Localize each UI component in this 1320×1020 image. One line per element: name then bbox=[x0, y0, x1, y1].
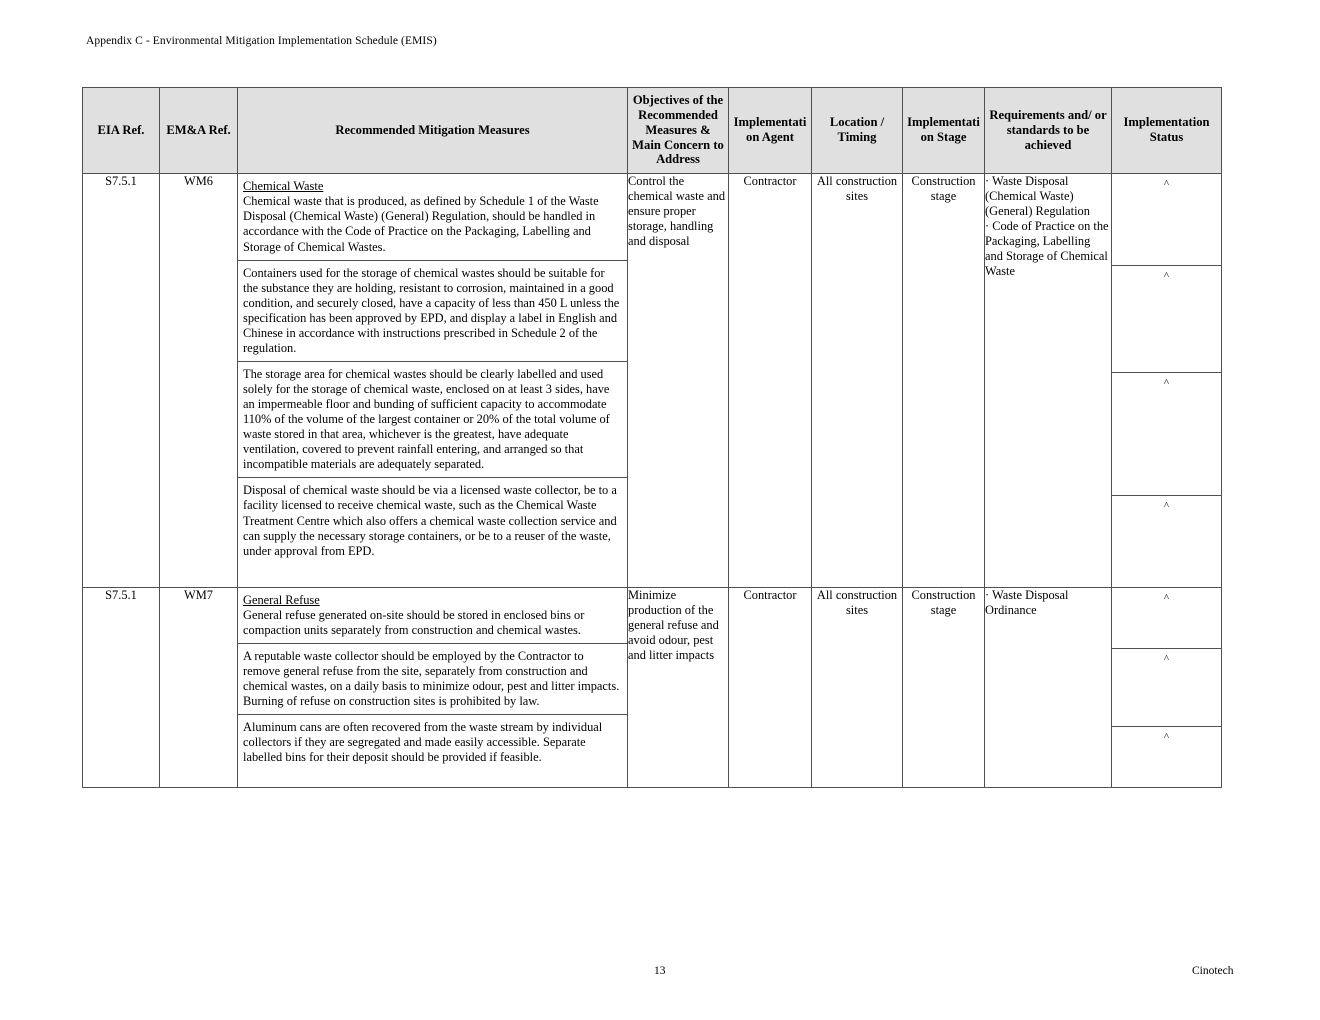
measure-text bbox=[238, 260, 627, 361]
cell-eia-ref: S7.5.1 bbox=[83, 587, 160, 788]
measure-subrow bbox=[238, 588, 627, 644]
measure-text bbox=[238, 174, 627, 260]
emis-table bbox=[82, 87, 1222, 788]
measure-text bbox=[238, 643, 627, 714]
requirement-item: · Code of Practice on the Packaging, Labelling and Storage of Chemical Waste bbox=[985, 219, 1109, 279]
cell-eia-ref: S7.5.1 bbox=[83, 174, 160, 587]
caret-icon: ^ bbox=[1163, 591, 1170, 604]
status-mark[interactable] bbox=[1112, 649, 1221, 726]
cell-objectives: Control the chemical waste and ensure proper storage, handling and disposal bbox=[628, 174, 729, 587]
caret-icon: ^ bbox=[1163, 730, 1170, 743]
status-subrow bbox=[1112, 373, 1221, 495]
status-subrow bbox=[1112, 495, 1221, 586]
caret-icon: ^ bbox=[1163, 499, 1170, 512]
caret-icon: ^ bbox=[1163, 653, 1170, 666]
status-mark[interactable] bbox=[1112, 373, 1221, 495]
measure-body: Disposal of chemical waste should be via a licensed waste collector, be to a facility licensed to receive chemical waste, such as the Chemical Waste Treatment Centre which also offers a chemical waste collection service and can supply the necessary storage containers, or be to a reuser of the waste, under approval from EPD. bbox=[243, 483, 617, 558]
status-mark[interactable] bbox=[1112, 588, 1221, 649]
cell-objectives: Minimize production of the general refuse and avoid odour, pest and litter impacts bbox=[628, 587, 729, 788]
measure-title: Chemical Waste bbox=[243, 179, 324, 194]
measure-text bbox=[238, 361, 627, 477]
measure-title: General Refuse bbox=[243, 592, 320, 607]
column-header-location: Location / Timing bbox=[812, 88, 903, 174]
requirement-item: · Waste Disposal Ordinance bbox=[985, 587, 1069, 617]
measure-subrow bbox=[238, 260, 627, 361]
column-header-agent: Implementati on Agent bbox=[729, 88, 812, 174]
measure-body: The storage area for chemical wastes should be clearly labelled and used solely for the storage of chemical waste, enclosed on at least 3 sides, have an impermeable floor and bunding of sufficient capacity to accommodate 110% of the volume of the largest container or 20% of the total volume of waste stored in that area, whichever is the greatest, have adequate ventilation, covered to prevent rainfall entering, and arranged so that incompatible materials are adequately separated. bbox=[243, 366, 610, 472]
footer-brand: Cinotech bbox=[1192, 965, 1234, 977]
cell-status bbox=[1112, 174, 1222, 587]
measure-text bbox=[238, 588, 627, 644]
cell-emaa-ref: WM6 bbox=[160, 174, 238, 587]
requirement-item: · Waste Disposal (Chemical Waste) (General) Regulation bbox=[985, 174, 1090, 219]
table-row bbox=[83, 174, 1222, 587]
column-header-requirements: Requirements and/ or standards to be achieved bbox=[985, 88, 1112, 174]
measure-body: Aluminum cans are often recovered from the waste stream by individual collectors if they are segregated and made easily accessible. Separate labelled bins for their deposit should be provided if feasible. bbox=[243, 720, 603, 765]
cell-requirements bbox=[985, 587, 1112, 788]
cell-requirements bbox=[985, 174, 1112, 587]
cell-status bbox=[1112, 587, 1222, 788]
column-header-status: Implementation Status bbox=[1112, 88, 1222, 174]
column-header-objectives: Objectives of the Recommended Measures & Main Concern to Address bbox=[628, 88, 729, 174]
measure-body: Containers used for the storage of chemical wastes should be suitable for the substance they are holding, resistant to corrosion, maintained in a good condition, and securely closed, have a capacity of less than 450 L unless the specification has been approved by EPD, and display a label in English and Chinese in accordance with instructions prescribed in Schedule 2 of the regulation. bbox=[243, 265, 620, 355]
status-subrow bbox=[1112, 174, 1221, 265]
caret-icon: ^ bbox=[1163, 377, 1170, 390]
cell-location: All construction sites bbox=[812, 587, 903, 788]
caret-icon: ^ bbox=[1163, 178, 1170, 191]
measure-subrow bbox=[238, 361, 627, 477]
status-subrow bbox=[1112, 588, 1221, 649]
status-subrow bbox=[1112, 726, 1221, 787]
status-mark[interactable] bbox=[1112, 174, 1221, 265]
status-mark[interactable] bbox=[1112, 495, 1221, 586]
cell-location: All construction sites bbox=[812, 174, 903, 587]
cell-agent: Contractor bbox=[729, 587, 812, 788]
table-row bbox=[83, 587, 1222, 788]
status-subrow bbox=[1112, 266, 1221, 373]
measure-subrow bbox=[238, 478, 627, 564]
footer-page-number: 13 bbox=[654, 965, 666, 977]
cell-agent: Contractor bbox=[729, 174, 812, 587]
status-mark[interactable] bbox=[1112, 726, 1221, 787]
cell-measures bbox=[238, 174, 628, 587]
column-header-emaa-ref: EM&A Ref. bbox=[160, 88, 238, 174]
cell-stage: Construction stage bbox=[903, 174, 985, 587]
column-header-eia-ref: EIA Ref. bbox=[83, 88, 160, 174]
measure-text bbox=[238, 715, 627, 771]
table-header-row bbox=[83, 88, 1222, 174]
status-subrow bbox=[1112, 649, 1221, 726]
table-body bbox=[83, 174, 1222, 788]
cell-emaa-ref: WM7 bbox=[160, 587, 238, 788]
caret-icon: ^ bbox=[1163, 270, 1170, 283]
cell-measures bbox=[238, 587, 628, 788]
status-mark[interactable] bbox=[1112, 266, 1221, 373]
document-header: Appendix C - Environmental Mitigation Implementation Schedule (EMIS) bbox=[86, 35, 437, 47]
measure-text bbox=[238, 478, 627, 564]
cell-stage: Construction stage bbox=[903, 587, 985, 788]
column-header-measures: Recommended Mitigation Measures bbox=[238, 88, 628, 174]
column-header-stage: Implementati on Stage bbox=[903, 88, 985, 174]
measure-subrow bbox=[238, 643, 627, 714]
measure-body: A reputable waste collector should be employed by the Contractor to remove general refuse from the site, separately from construction and chemical wastes, on a daily basis to minimize odour, pest and litter impacts. Burning of refuse on construction sites is prohibited by law. bbox=[243, 648, 620, 709]
measure-body: Chemical waste that is produced, as defined by Schedule 1 of the Waste Disposal (Chemical Waste) (General) Regulation, should be handled in accordance with the Code of Practice on the Packaging, Labelling and Storage of Chemical Wastes. bbox=[243, 194, 599, 254]
measure-subrow bbox=[238, 174, 627, 260]
measure-body: General refuse generated on-site should be stored in enclosed bins or compaction units separately from construction and chemical wastes. bbox=[243, 607, 585, 637]
measure-subrow bbox=[238, 715, 627, 771]
